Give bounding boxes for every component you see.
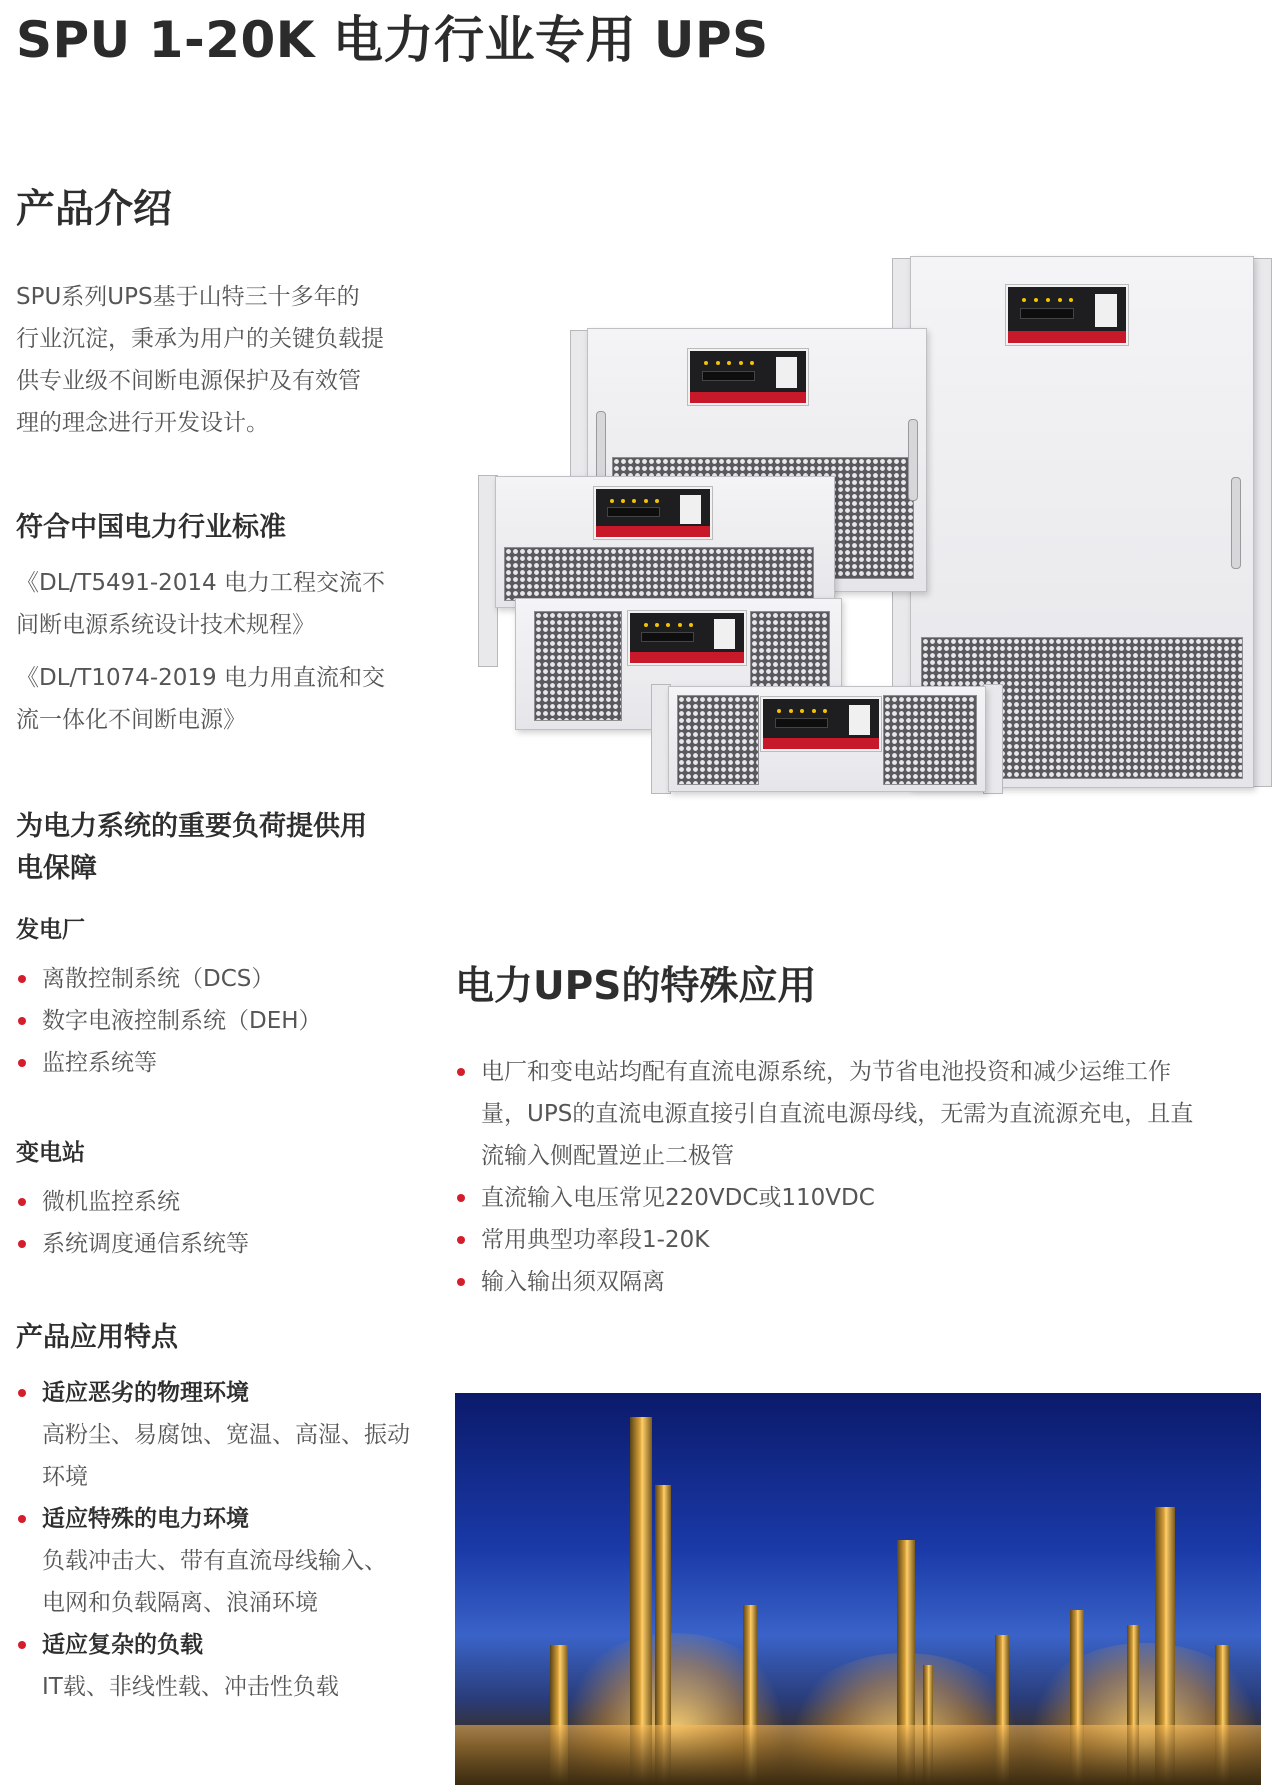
intro-line: 理的理念进行开发设计。 [16,410,269,436]
bullet-icon [18,1017,26,1025]
list-item-text: 直流输入电压常见220VDC或110VDC [481,1185,875,1211]
status-led-icon [789,709,793,713]
rack-ear [983,684,1003,794]
list-item-text: 离散控制系统（DCS） [42,966,275,992]
list-item-text: 微机监控系统 [42,1189,180,1215]
standard-line: 《DL/T1074-2019 电力用直流和交 [16,665,385,691]
bullet-icon [18,1515,26,1523]
feature-title: 适应复杂的负载 [42,1632,203,1658]
status-led-icon [644,623,648,627]
substation-label: 变电站 [16,1140,85,1166]
lcd-display [1020,308,1074,319]
vent-grille [534,611,622,721]
page-title: SPU 1-20K 电力行业专用 UPS [16,11,769,69]
handle [596,411,606,479]
brand-strip [630,652,744,663]
bullet-icon [457,1236,465,1244]
feature-desc-line: 负载冲击大、带有直流母线输入、 [42,1548,387,1574]
vent-grille [504,547,814,601]
power-switch-icon [849,705,870,735]
list-item [455,1051,1255,1177]
feature-item [16,1372,436,1498]
handle [908,419,918,501]
status-led-icon [823,709,827,713]
status-led-icon [1034,298,1038,302]
status-led-icon [655,499,659,503]
standard-item [16,657,436,741]
feature-desc-line: 高粉尘、易腐蚀、宽温、高湿、振动 [42,1422,410,1448]
list-item-line: 电厂和变电站均配有直流电源系统，为节省电池投资和减少运维工作 [481,1059,1171,1085]
bullet-icon [18,975,26,983]
status-led-icon [1058,298,1062,302]
lcd-display [641,632,693,642]
list-item-text: 输入输出须双隔离 [481,1269,665,1295]
feature-title: 适应特殊的电力环境 [42,1506,249,1532]
brand-strip [763,738,879,749]
power-switch-icon [776,357,797,388]
feature-title: 适应恶劣的物理环境 [42,1380,249,1406]
intro-line: SPU系列UPS基于山特三十多年的 [16,284,360,310]
status-led-icon [678,623,682,627]
assurance-heading [16,806,436,890]
status-led-icon [644,499,648,503]
substation-list [16,1181,436,1265]
lcd-display [775,718,828,728]
status-led-icon [655,623,659,627]
product-image [455,250,1270,795]
special-list [455,1051,1255,1303]
brand-strip [690,392,806,403]
list-item-text: 数字电液控制系统（DEH） [42,1008,322,1034]
bullet-icon [18,1641,26,1649]
bullet-icon [18,1059,26,1067]
intro-paragraph [16,276,436,444]
bullet-icon [457,1194,465,1202]
standard-item [16,562,436,646]
status-led-icon [632,499,636,503]
feature-item [16,1624,436,1708]
plant-base [455,1725,1261,1785]
list-item [455,1177,1255,1219]
intro-line: 行业沉淀，秉承为用户的关键负载提 [16,326,384,352]
ups-unit [495,476,835,608]
intro-heading: 产品介绍 [16,187,173,232]
list-item [16,1223,436,1265]
special-heading: 电力UPS的特殊应用 [455,964,817,1009]
list-item [16,958,436,1000]
feature-desc-line: 电网和负载隔离、浪涌环境 [42,1590,318,1616]
feature-desc-line: IT载、非线性载、冲击性负载 [42,1674,339,1700]
list-item [16,1181,436,1223]
power-plant-photo [455,1393,1261,1785]
vent-grille [883,695,977,785]
assurance-heading-line: 电保障 [16,853,97,884]
status-led-icon [610,499,614,503]
status-led-icon [727,361,731,365]
list-item-text: 监控系统等 [42,1050,157,1076]
ups-unit [668,686,986,792]
status-led-icon [704,361,708,365]
assurance-heading-line: 为电力系统的重要负荷提供用 [16,811,367,842]
features-list [16,1372,436,1708]
brand-strip [1008,331,1126,343]
status-led-icon [621,499,625,503]
standard-line: 间断电源系统设计技术规程》 [16,612,315,638]
plant-list [16,958,436,1084]
list-item [16,1000,436,1042]
status-led-icon [739,361,743,365]
plant-label: 发电厂 [16,917,85,943]
feature-item [16,1498,436,1624]
bullet-icon [18,1198,26,1206]
control-panel [628,611,746,665]
control-panel [761,697,881,751]
status-led-icon [1046,298,1050,302]
status-led-icon [689,623,693,627]
lcd-display [702,371,755,381]
status-led-icon [750,361,754,365]
list-item [455,1219,1255,1261]
control-panel [594,487,712,539]
status-led-icon [1022,298,1026,302]
list-item [455,1261,1255,1303]
feature-desc-line: 环境 [42,1464,88,1490]
lcd-display [607,507,659,517]
list-item-line: 流输入侧配置逆止二极管 [481,1143,734,1169]
status-led-icon [666,623,670,627]
list-item-text: 系统调度通信系统等 [42,1231,249,1257]
vent-grille [677,695,759,785]
bullet-icon [457,1278,465,1286]
brand-strip [596,526,710,537]
status-led-icon [777,709,781,713]
standard-line: 流一体化不间断电源》 [16,707,246,733]
list-item [16,1042,436,1084]
power-switch-icon [1095,294,1116,328]
control-panel [688,349,808,405]
bullet-icon [18,1389,26,1397]
standard-line: 《DL/T5491-2014 电力工程交流不 [16,570,385,596]
list-item-line: 量，UPS的直流电源直接引自直流电源母线，无需为直流源充电，且直 [481,1101,1194,1127]
status-led-icon [812,709,816,713]
status-led-icon [1069,298,1073,302]
intro-line: 供专业级不间断电源保护及有效管 [16,368,361,394]
standards-heading: 符合中国电力行业标准 [16,512,286,543]
bullet-icon [457,1068,465,1076]
features-heading: 产品应用特点 [16,1322,178,1353]
handle [1231,477,1241,569]
list-item-text: 常用典型功率段1-20K [481,1227,710,1253]
power-switch-icon [714,619,735,649]
status-led-icon [716,361,720,365]
control-panel [1006,285,1128,345]
power-switch-icon [680,495,701,524]
status-led-icon [800,709,804,713]
bullet-icon [18,1240,26,1248]
